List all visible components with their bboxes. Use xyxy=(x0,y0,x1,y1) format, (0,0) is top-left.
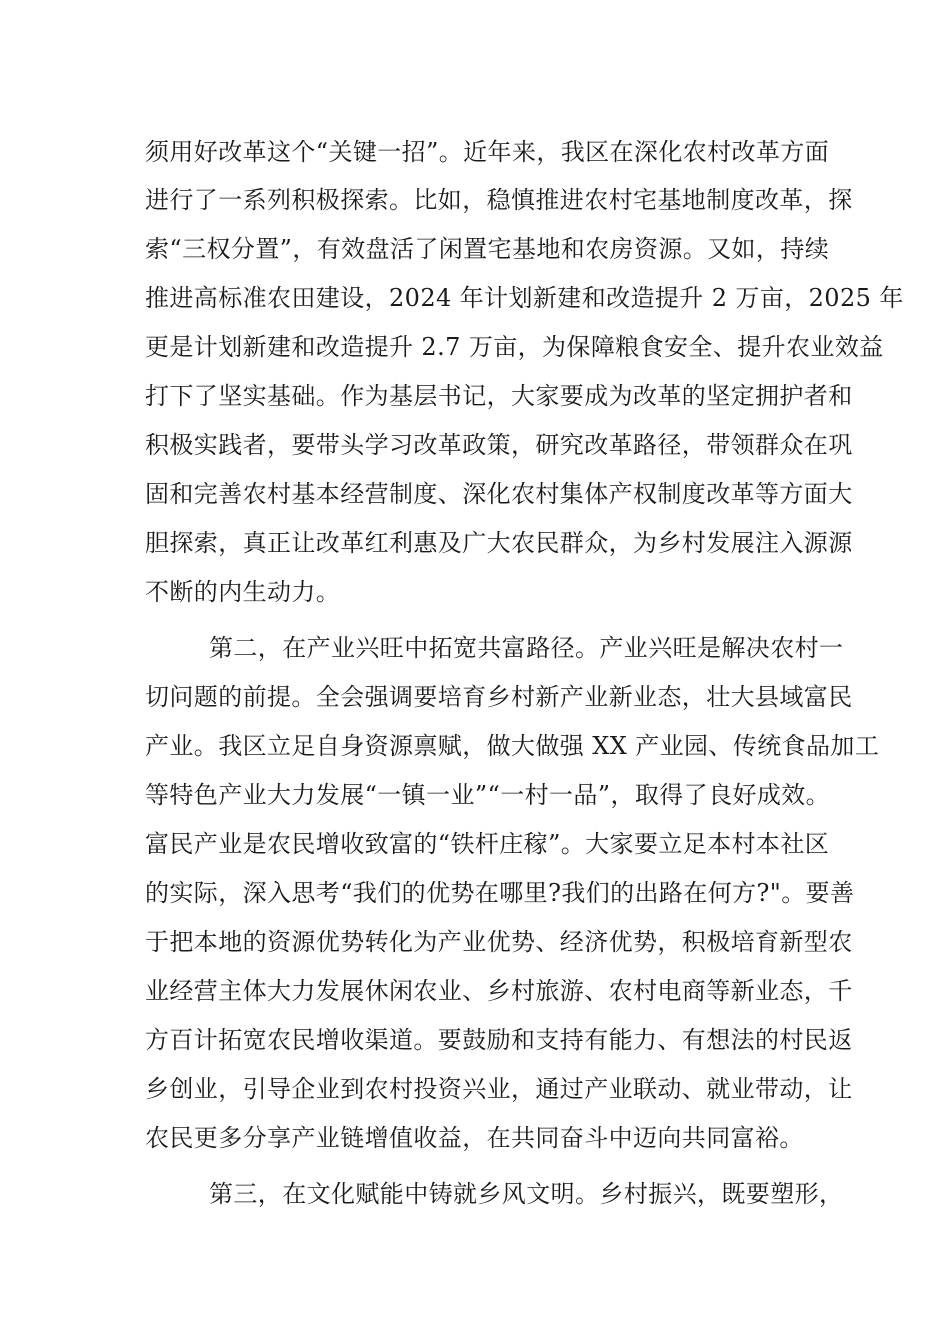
text-line: 乡创业，引导企业到农村投资兴业，通过产业联动、就业带动，让 xyxy=(145,1075,853,1103)
text-line: 不断的内生动力。 xyxy=(145,578,341,606)
text-line: 产业。我区立足自身资源禀赋，做大做强 XX 产业园、传统食品加工 xyxy=(145,732,880,760)
text-line: 推进高标准农田建设，2024 年计划新建和改造提升 2 万亩，2025 年 xyxy=(145,284,904,312)
text-line: 更是计划新建和改造提升 2.7 万亩，为保障粮食安全、提升农业效益 xyxy=(145,333,884,361)
text-line: 富民产业是农民增收致富的“铁杆庄稼”。大家要立足本村本社区 xyxy=(145,830,830,858)
text-line: 第二，在产业兴旺中拓宽共富路径。产业兴旺是解决农村一 xyxy=(209,634,844,662)
text-line: 切问题的前提。全会强调要培育乡村新产业新业态，壮大县域富民 xyxy=(145,683,853,711)
text-line: 第三，在文化赋能中铸就乡风文明。乡村振兴，既要塑形， xyxy=(209,1180,844,1208)
text-line: 等特色产业大力发展“一镇一业”“一村一品”，取得了良好成效。 xyxy=(145,781,831,809)
text-line: 打下了坚实基础。作为基层书记，大家要成为改革的坚定拥护者和 xyxy=(145,382,853,410)
text-line: 进行了一系列积极探索。比如，稳慎推进农村宅基地制度改革，探 xyxy=(145,186,853,214)
text-line: 农民更多分享产业链增值收益，在共同奋斗中迈向共同富裕。 xyxy=(145,1124,804,1152)
text-line: 于把本地的资源优势转化为产业优势、经济优势，积极培育新型农 xyxy=(145,928,853,956)
text-line: 须用好改革这个“关键一招”。近年来，我区在深化农村改革方面 xyxy=(145,138,830,166)
text-line: 固和完善农村基本经营制度、深化农村集体产权制度改革等方面大 xyxy=(145,480,853,508)
text-line: 的实际，深入思考“我们的优势在哪里?我们的出路在何方?"。要善 xyxy=(145,879,855,907)
text-line: 积极实践者，要带头学习改革政策，研究改革路径，带领群众在巩 xyxy=(145,431,853,459)
text-line: 索“三权分置”，有效盘活了闲置宅基地和农房资源。又如，持续 xyxy=(145,235,830,263)
text-line: 胆探索，真正让改革红利惠及广大农民群众，为乡村发展注入源源 xyxy=(145,529,853,557)
text-line: 业经营主体大力发展休闲农业、乡村旅游、农村电商等新业态，千 xyxy=(145,977,853,1005)
text-line: 方百计拓宽农民增收渠道。要鼓励和支持有能力、有想法的村民返 xyxy=(145,1026,853,1054)
